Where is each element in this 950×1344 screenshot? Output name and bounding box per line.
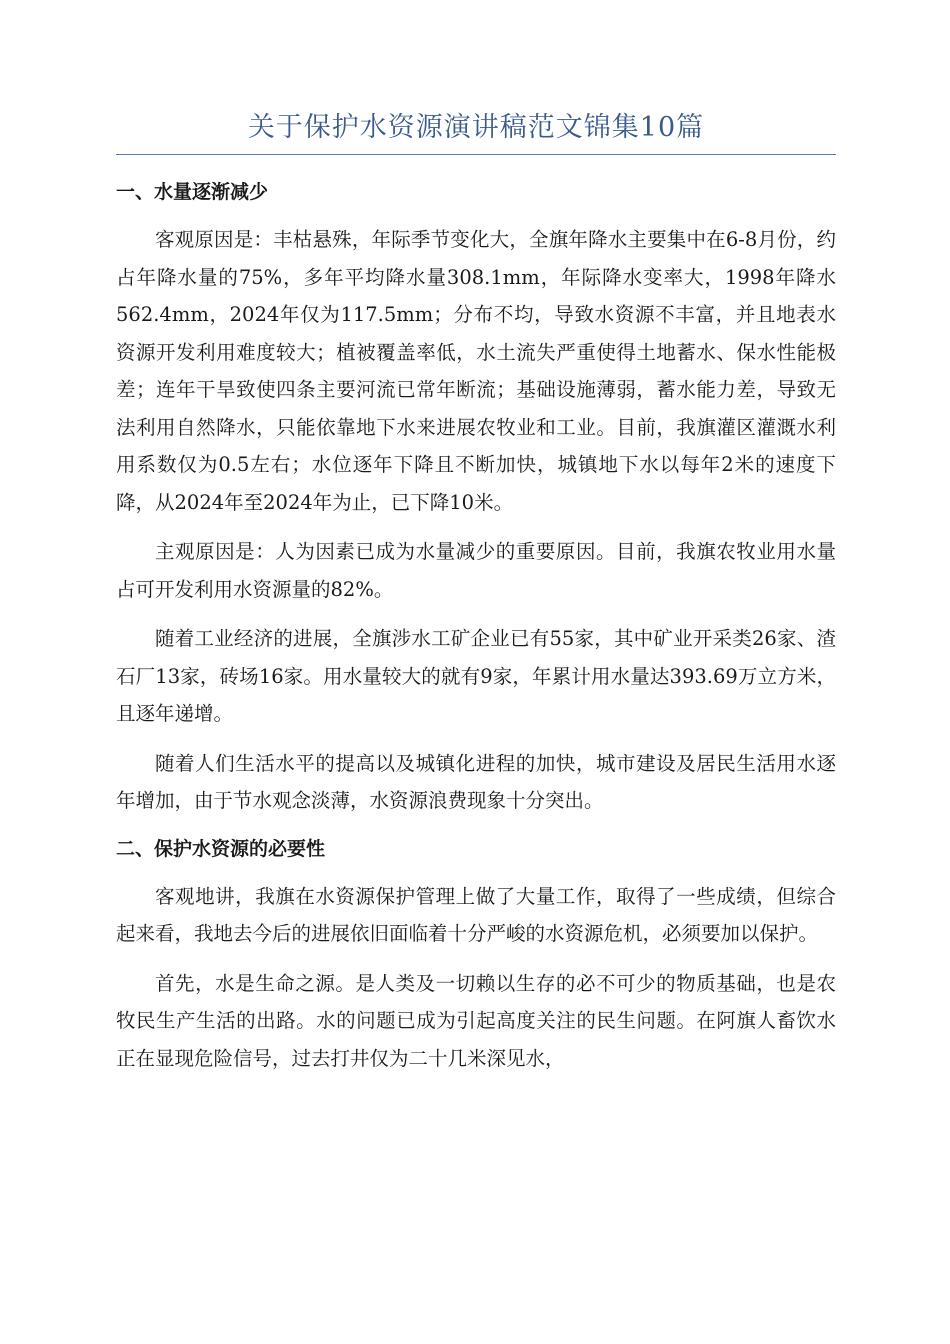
document-title: 关于保护水资源演讲稿范文锦集10篇 xyxy=(247,112,705,143)
section-heading: 二、保护水资源的必要性 xyxy=(116,837,326,860)
paragraph: 客观地讲，我旗在水资源保护管理上做了大量工作，取得了一些成绩，但综合起来看，我地去今后的进展依旧面临着十分严峻的水资源危机，必须要加以保护。 xyxy=(116,884,836,945)
document-page xyxy=(116,108,836,1089)
title-underline xyxy=(116,154,836,155)
paragraph: 首先，水是生命之源。是人类及一切赖以生存的必不可少的物质基础，也是农牧民生产生活的出路。水的问题已成为引起高度关注的民生问题。在阿旗人畜饮水正在显现危险信号，过去打井仅为二十几米深见水， xyxy=(116,971,836,1070)
paragraph: 随着工业经济的进展，全旗涉水工矿企业已有55家，其中矿业开采类26家、渣石厂13家，砖场16家。用水量较大的就有9家，年累计用水量达393.69万立方米，且逐年递增。 xyxy=(116,627,836,725)
section-water-decrease xyxy=(116,175,836,820)
paragraph: 主观原因是：人为因素已成为水量减少的重要原因。目前，我旗农牧业用水量占可开发利用水资源量的82%。 xyxy=(116,540,836,601)
paragraph: 随着人们生活水平的提高以及城镇化进程的加快，城市建设及居民生活用水逐年增加，由于节水观念淡薄，水资源浪费现象十分突出。 xyxy=(116,751,836,812)
section-protection-necessity xyxy=(116,832,836,1078)
paragraph: 客观原因是：丰枯悬殊，年际季节变化大，全旗年降水主要集中在6-8月份，约占年降水量的75%，多年平均降水量308.1mm，年际降水变率大，1998年降水562.4mm，2024年仅为117.5mm；分布不均，导致水资源不丰富，并且地表水资源开发利用难度较大；植被覆盖率低，水土流失严重使得土地蓄水、保水性能极差；连年干旱致使四条主要河流已常年断流；基础设施薄弱，蓄水能力差，导致无法利用自然降水，只能依靠地下水来进展农牧业和工业。目前，我旗灌区灌溉水利用系数仅为0.5左右；水位逐年下降且不断加快，城镇地下水以每年2米的速度下降，从2024年至2024年为止，已下降10米。 xyxy=(116,228,836,514)
section-heading: 一、水量逐渐减少 xyxy=(116,181,269,203)
